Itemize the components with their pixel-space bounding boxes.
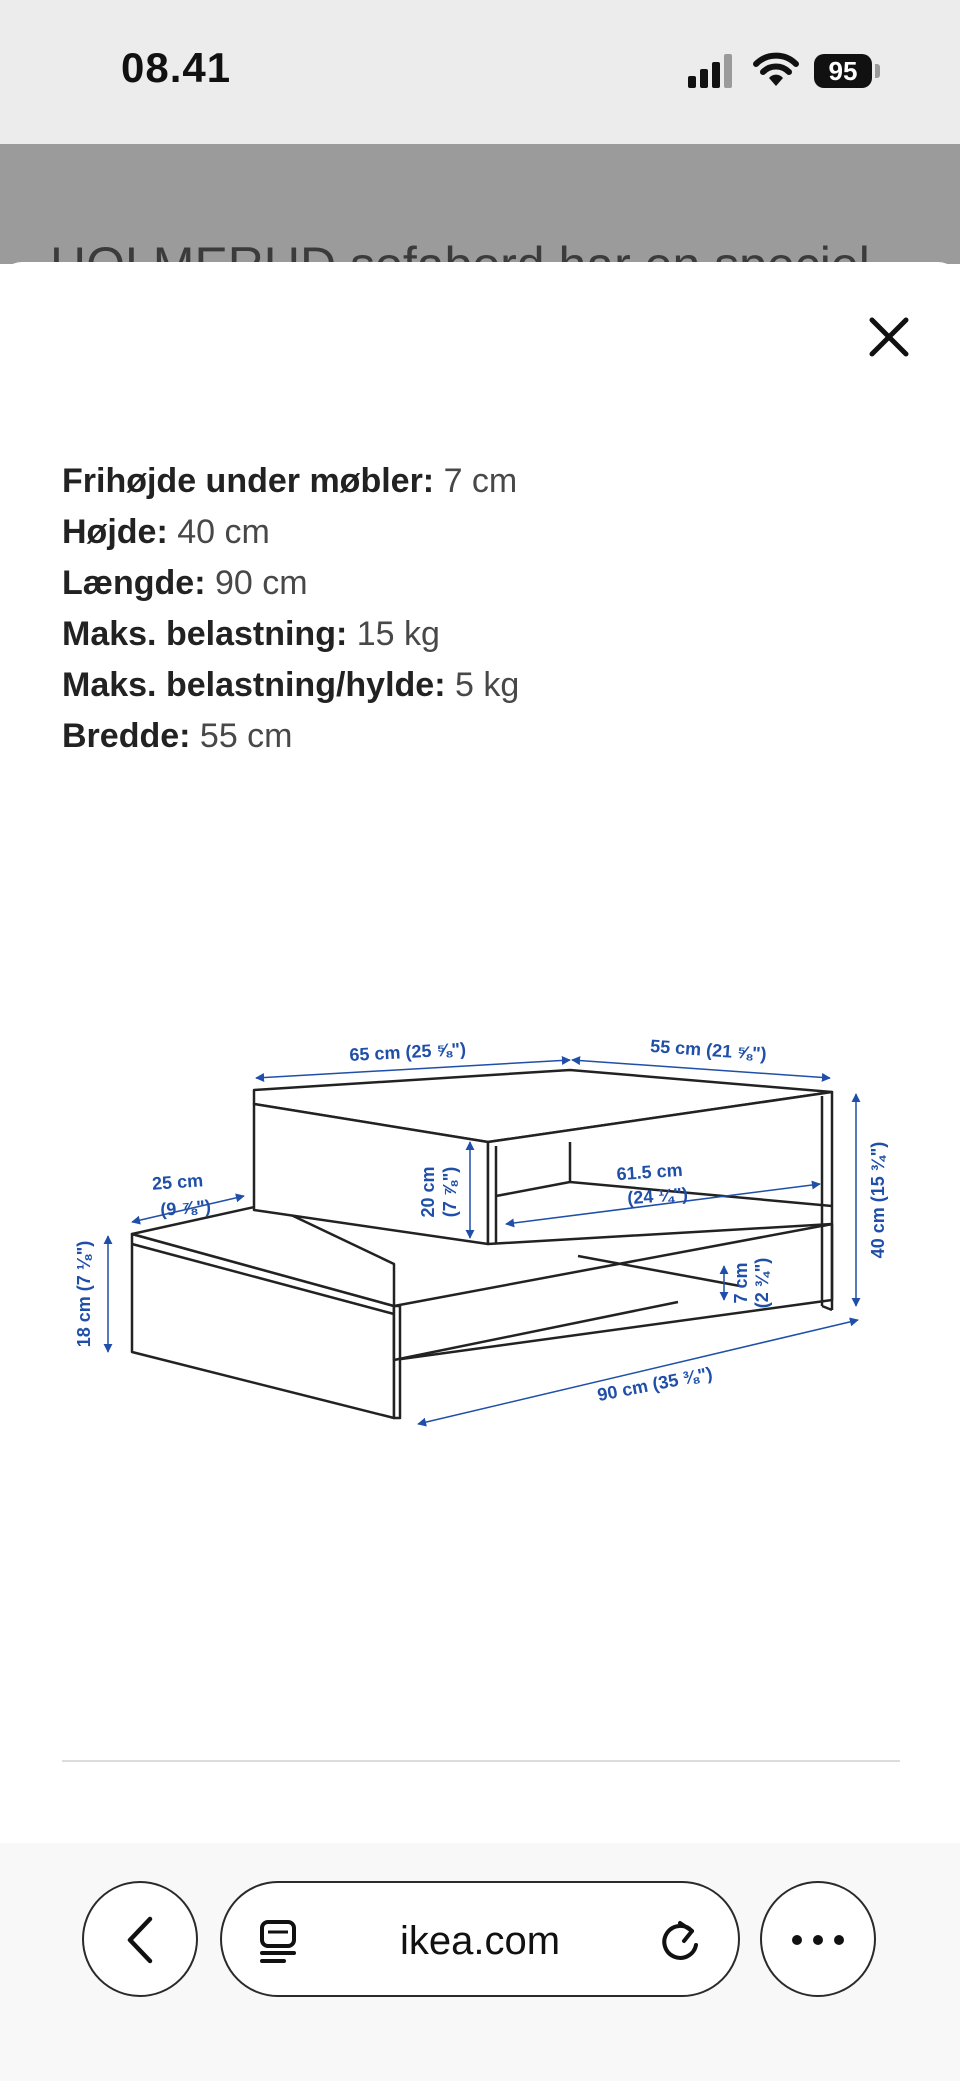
address-bar[interactable] [220, 1881, 740, 1997]
label-clear-a: 7 cm [731, 1262, 751, 1304]
spec-value: 90 cm [205, 564, 308, 602]
signal-icon [688, 54, 732, 88]
status-bar [0, 0, 960, 144]
back-button[interactable] [82, 1881, 198, 1997]
label-inner-b: (24 ¼") [626, 1183, 689, 1209]
label-step-a: 25 cm [151, 1170, 204, 1194]
spec-value: 55 cm [190, 717, 293, 755]
spec-max-load-shelf [62, 660, 902, 711]
reload-icon[interactable] [658, 1917, 702, 1963]
browser-toolbar [0, 1843, 960, 2081]
spec-height [62, 507, 902, 558]
close-icon[interactable] [862, 310, 916, 364]
spec-value: 15 kg [347, 615, 440, 653]
wifi-icon [752, 50, 800, 88]
spec-label: Længde: [62, 564, 206, 602]
label-length: 90 cm (35 ⅜") [595, 1363, 714, 1406]
spec-label: Bredde: [62, 717, 191, 755]
label-clear-b: (2 ¾") [752, 1257, 772, 1309]
table-outline [132, 1070, 832, 1418]
more-button[interactable] [760, 1881, 876, 1997]
battery-indicator: 95 [814, 54, 872, 88]
background-page-overlay [0, 144, 960, 264]
label-top-right: 55 cm (21 ⅝") [649, 1035, 768, 1065]
dimensions-sheet [0, 262, 960, 2081]
more-icon [790, 1933, 846, 1947]
section-divider [62, 1760, 900, 1762]
label-step-b: (9 ⅞") [159, 1196, 212, 1220]
spec-value: 40 cm [167, 513, 270, 551]
label-inner-a: 61.5 cm [615, 1159, 684, 1185]
label-shelf-h-b: (7 ⅞") [440, 1166, 460, 1218]
spec-max-load [62, 609, 902, 660]
label-total-h: 40 cm (15 ¾") [868, 1141, 888, 1259]
spec-label: Frihøjde under møbler: [62, 462, 435, 500]
back-chevron-icon [122, 1915, 158, 1965]
spec-label: Maks. belastning: [62, 615, 348, 653]
label-low-h: 18 cm (7 ⅛") [74, 1240, 94, 1348]
spec-label: Maks. belastning/hylde: [62, 666, 446, 704]
spec-clearance [62, 456, 902, 507]
label-top-left: 65 cm (25 ⅝") [348, 1038, 467, 1066]
spec-length [62, 558, 902, 609]
label-shelf-h-a: 20 cm [418, 1166, 438, 1218]
dimension-drawing [68, 1000, 904, 1512]
spec-list [62, 456, 902, 762]
spec-width [62, 711, 902, 762]
spec-label: Højde: [62, 513, 168, 551]
clock-time: 08.41 [121, 44, 232, 91]
url-text: ikea.com [399, 1919, 561, 1963]
spec-value: 5 kg [445, 666, 520, 704]
spec-value: 7 cm [434, 462, 518, 500]
battery-nub [875, 64, 880, 78]
